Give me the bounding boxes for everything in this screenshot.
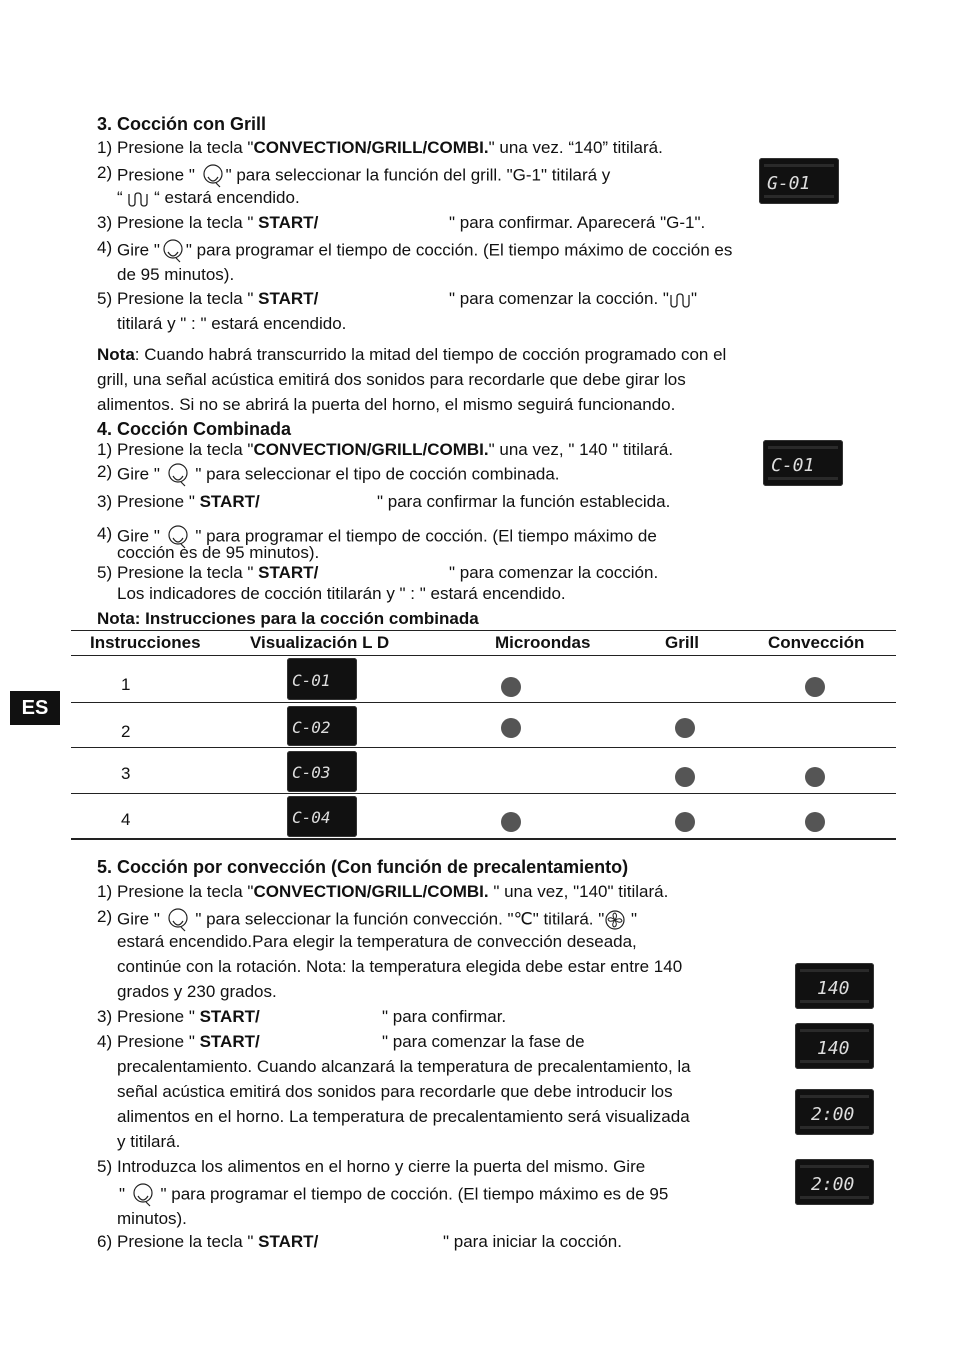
table-lcd	[287, 658, 357, 700]
table-header: Visualización L D	[250, 633, 390, 652]
sec4-step4: Gire " " para programar el tiempo de cocción. (El tiempo máximo de	[117, 524, 657, 550]
indicator-dot	[675, 767, 695, 787]
step-number: 5)	[97, 289, 113, 308]
section-5-title: 5. Cocción por convección (Con función de precalentamiento)	[97, 857, 629, 877]
indicator-dot	[501, 812, 521, 832]
section-4-title: 4. Cocción Combinada	[97, 419, 292, 439]
sec3-note-line3: alimentos. Si no se abrirá la puerta del horno, el mismo seguirá funcionando.	[97, 395, 676, 414]
table-header: Grill	[665, 633, 700, 652]
step-number: 4)	[97, 524, 113, 543]
lcd-text: 2:00	[811, 1104, 855, 1125]
table-row-number: 3	[121, 764, 131, 783]
sec5-step2: Gire " " para seleccionar la función convección. "℃" titilará. " "	[117, 907, 637, 933]
dial-knob-icon	[160, 238, 186, 264]
sec5-step4-cont: señal acústica emitirá dos sonidos para recordarle que debe introducir los	[117, 1082, 673, 1101]
indicator-dot	[805, 812, 825, 832]
table-row-number: 2	[121, 722, 131, 741]
table-row-number: 1	[121, 675, 131, 694]
lcd-display-conv	[795, 1089, 874, 1135]
sec4-step3: Presione " START/	[117, 492, 260, 511]
sec3-note-line2: grill, una señal acústica emitirá dos sonidos para recordarle que debe girar los	[97, 370, 686, 389]
step-number: 4)	[97, 1032, 113, 1051]
lcd-text: C-01	[292, 671, 331, 690]
table-rule	[71, 793, 896, 794]
indicator-dot	[805, 767, 825, 787]
sec5-step2-cont: continúe con la rotación. Nota: la temperatura elegida debe estar entre 140	[117, 957, 683, 976]
indicator-dot	[675, 812, 695, 832]
step-number: 2)	[97, 907, 113, 926]
grill-icon	[669, 291, 691, 309]
sec3-step3-end: " para confirmar. Aparecerá "G-1".	[449, 213, 706, 232]
lcd-display-conv	[795, 963, 874, 1009]
sec5-step4-cont: y titilará.	[117, 1132, 181, 1151]
table-header: Microondas	[495, 633, 591, 652]
sec5-step1: Presione la tecla "CONVECTION/GRILL/COMBI. " una vez, "140" titilará.	[117, 882, 669, 901]
table-rule	[71, 747, 896, 748]
table-header: Instrucciones	[90, 633, 201, 652]
table-row-number: 4	[121, 810, 131, 829]
dial-knob-icon	[130, 1182, 156, 1208]
lcd-display-grill	[759, 158, 839, 204]
step-number: 1)	[97, 440, 113, 459]
indicator-dot	[805, 677, 825, 697]
lcd-text: C-02	[292, 718, 331, 737]
lcd-text: C-01	[771, 455, 815, 476]
table-rule	[71, 838, 896, 840]
step-number: 2)	[97, 163, 113, 182]
lcd-text: C-03	[292, 763, 331, 782]
sec4-step5-end: " para comenzar la cocción.	[449, 563, 659, 582]
sec3-step5-cont: titilará y " : " estará encendido.	[117, 314, 347, 333]
lcd-display-conv	[795, 1159, 874, 1205]
lcd-text: G-01	[767, 173, 811, 194]
step-number: 3)	[97, 213, 113, 232]
step-number: 2)	[97, 462, 113, 481]
sec5-step6: Presione la tecla " START/	[117, 1232, 319, 1251]
lcd-display-conv	[795, 1023, 874, 1069]
step-number: 3)	[97, 492, 113, 511]
table-rule	[71, 630, 896, 631]
sec3-step5-end: " para comenzar la cocción. " "	[449, 289, 697, 308]
sec5-step2-cont: estará encendido.Para elegir la temperatura de convección deseada,	[117, 932, 637, 951]
sec5-step4-end: " para comenzar la fase de	[382, 1032, 585, 1051]
sec5-step5-cont: minutos).	[117, 1209, 187, 1228]
sec5-step4: Presione " START/	[117, 1032, 260, 1051]
step-number: 1)	[97, 882, 113, 901]
section-3-title: 3. Cocción con Grill	[97, 114, 267, 134]
sec3-step1: Presione la tecla "CONVECTION/GRILL/COMBI." una vez. “140” titilará.	[117, 138, 663, 157]
step-number: 5)	[97, 1157, 113, 1176]
table-header: Convección	[768, 633, 865, 652]
table-rule	[71, 702, 896, 703]
sec5-step3-end: " para confirmar.	[382, 1007, 507, 1026]
language-tab: ES	[10, 691, 60, 725]
sec5-step5-cont: " " para programar el tiempo de cocción. (El tiempo máximo es de 95	[119, 1182, 668, 1208]
sec4-step5: Presione la tecla " START/	[117, 563, 319, 582]
indicator-dot	[501, 718, 521, 738]
celsius-symbol: ℃	[513, 909, 533, 929]
sec3-step5: Presione la tecla " START/	[117, 289, 319, 308]
sec4-step4-cont: cocción es de 95 minutos).	[117, 543, 320, 562]
sec5-step5: Introduzca los alimentos en el horno y cierre la puerta del mismo. Gire	[117, 1157, 646, 1176]
step-number: 5)	[97, 563, 113, 582]
table-lcd	[287, 706, 357, 746]
lcd-text: 140	[817, 1038, 850, 1059]
step-number: 4)	[97, 238, 113, 257]
sec4-step3-end: " para confirmar la función establecida.	[377, 492, 671, 511]
sec5-step4-cont: precalentamiento. Cuando alcanzará la temperatura de precalentamiento, la	[117, 1057, 691, 1076]
step-number: 3)	[97, 1007, 113, 1026]
grill-icon	[127, 190, 149, 208]
step-number: 6)	[97, 1232, 113, 1251]
sec5-step6-end: " para iniciar la cocción.	[443, 1232, 622, 1251]
sec3-note: Nota: Cuando habrá transcurrido la mitad del tiempo de cocción programado con el	[97, 345, 727, 364]
sec3-step2: Presione " " para seleccionar la función del grill. "G-1" titilará y	[117, 163, 610, 189]
dial-knob-icon	[165, 462, 191, 488]
sec4-step5-cont: Los indicadores de cocción titilarán y " : " estará encendido.	[117, 584, 566, 603]
table-note: Nota: Instrucciones para la cocción combinada	[97, 609, 479, 628]
indicator-dot	[501, 677, 521, 697]
sec4-step1: Presione la tecla "CONVECTION/GRILL/COMBI." una vez, " 140 " titilará.	[117, 440, 674, 459]
indicator-dot	[675, 718, 695, 738]
sec5-step4-cont: alimentos en el horno. La temperatura de precalentamiento será visualizada	[117, 1107, 690, 1126]
sec5-step2-cont: grados y 230 grados.	[117, 982, 277, 1001]
sec3-step3: Presione la tecla " START/	[117, 213, 319, 232]
table-lcd	[287, 751, 357, 792]
dial-knob-icon	[165, 907, 191, 933]
lcd-text: C-04	[292, 808, 331, 827]
step-number: 1)	[97, 138, 113, 157]
dial-knob-icon	[200, 163, 226, 189]
lcd-display-combi	[763, 440, 843, 486]
lcd-text: 140	[817, 978, 850, 999]
sec5-step3: Presione " START/	[117, 1007, 260, 1026]
table-lcd	[287, 796, 357, 837]
sec4-step2: Gire " " para seleccionar el tipo de cocción combinada.	[117, 462, 560, 488]
sec3-step4: Gire " " para programar el tiempo de cocción. (El tiempo máximo de cocción es	[117, 238, 732, 264]
convection-fan-icon	[604, 909, 626, 931]
lcd-text: 2:00	[811, 1174, 855, 1195]
sec3-step2-cont: “ “ estará encendido.	[117, 188, 300, 207]
table-rule	[71, 655, 896, 656]
sec3-step4-cont: de 95 minutos).	[117, 265, 235, 284]
